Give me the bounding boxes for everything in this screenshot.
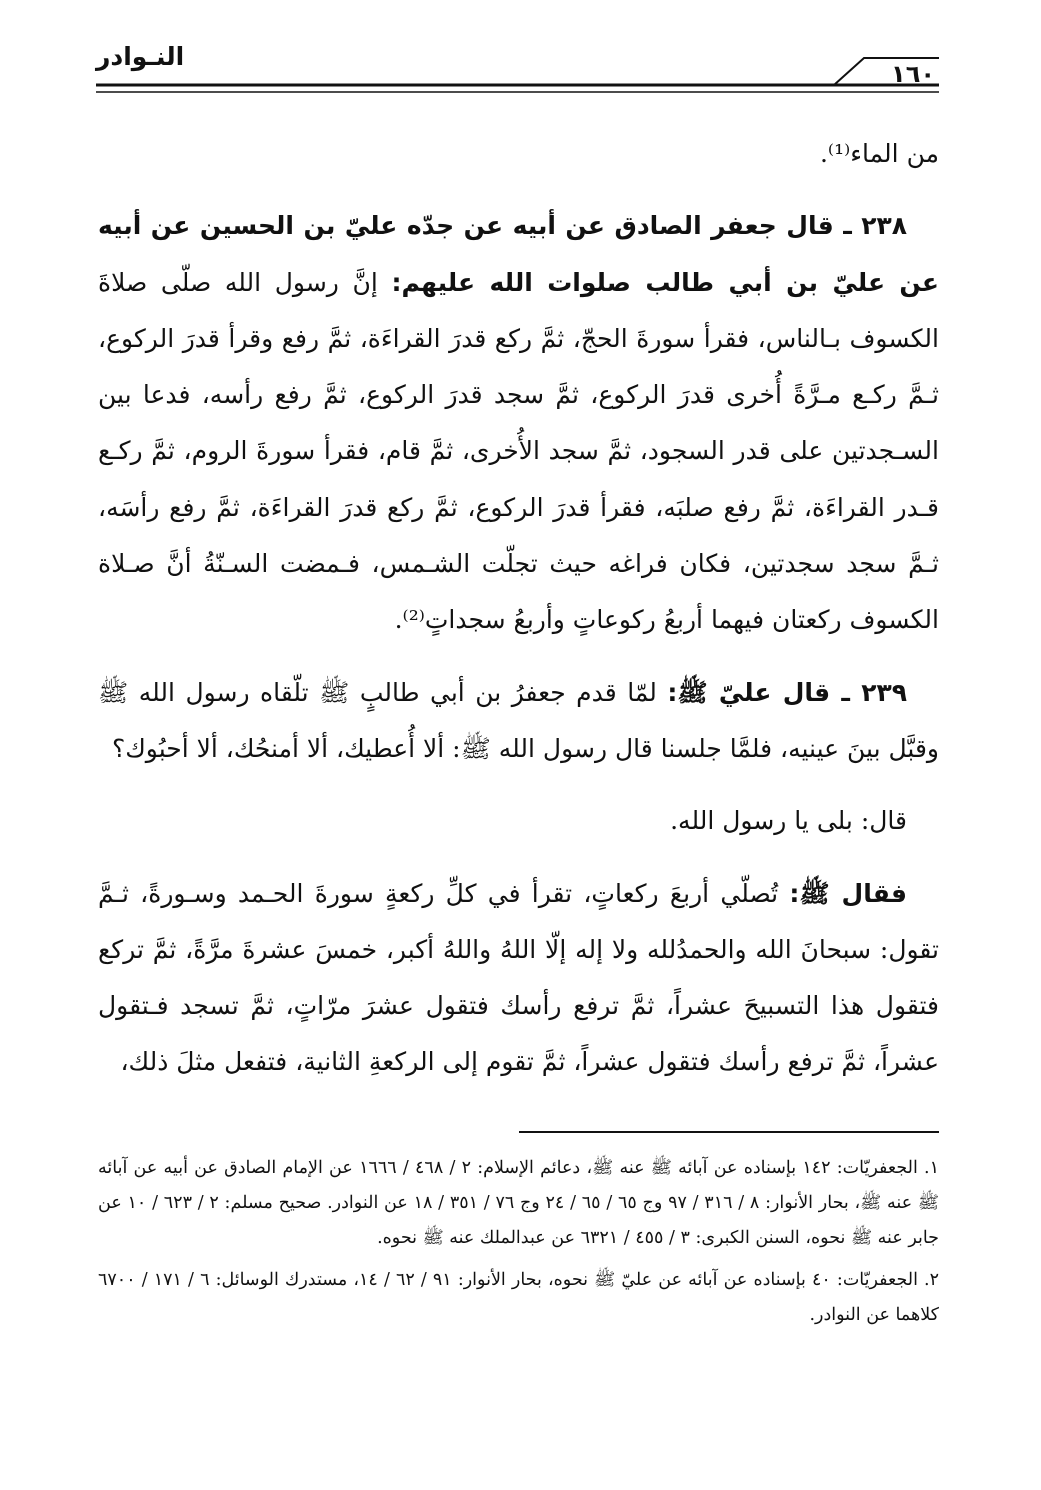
main-text [98,126,939,1107]
footnote-separator [519,1131,939,1133]
hadith-238-text: إنَّ رسول الله صلّى صلاةَ الكسوف بـالناس، فقرأ سورةَ الحجّ، ثمَّ ركع قدرَ القراءَة، ثمَّ رفع وقرأ قدرَ الركوع، ثـمَّ ركـع مـرَّةً أُخرى قدرَ الركوع، ثمَّ سجد قدرَ الركوع، ثمَّ رفع رأسه، فدعا بين السـجدتين على قدر السجود، ثمَّ سجد الأُخرى، ثمَّ قام، فقرأ سورةَ الروم، ثمَّ ركـع قـدر القراءَة، ثمَّ رفع صلبَه، فقرأ قدرَ الركوع، ثمَّ ركع قدرَ القراءَة، ثمَّ رفع رأسَه، ثـمَّ سجد سجدتين، فكان فراغه حيث تجلّت الشـمس، فـمضت السـنّةُ أنَّ صـلاة الكسوف ركعتان فيهما أربعُ ركوعاتٍ وأربعُ سجداتٍ⁽²⁾. [98,267,939,635]
hadith-239 [98,665,939,778]
header-rule [96,36,939,102]
paragraph-continuation: من الماء⁽¹⁾. [819,139,939,168]
prophet-answer-lead: فقال ﷺ: [789,878,907,908]
footnotes [98,1151,939,1339]
hadith-239-chain: ٢٣٩ ـ قال عليّ ﷺ: [667,677,907,707]
footnote-1: ١. الجعفريّات: ١٤٢ بإسناده عن آبائه ﷺ عنه ﷺ، دعائم الإسلام: ٢ / ٤٦٨ / ١٦٦٦ عن الإمام الصادق عن أبيه عن آبائه ﷺ عنه ﷺ، بحار الأنوار: ٨ / ٣١٦ / ٩٧ وج ٦٥ / ٦٥ / ٢٤ وج ٧٦ / ٣٥١ / ١٨ عن النوادر. صحيح مسلم: ٢ / ٦٢٣ / ١٠ عن جابر عنه ﷺ نحوه، السنن الكبرى: ٣ / ٤٥٥ / ٦٣٢١ عن عبدالملك عنه ﷺ نحوه. [98,1158,940,1249]
hadith-238-chain: ٢٣٨ ـ قال جعفر الصادق عن أبيه عن جدّه عليّ بن الحسين عن أبيه عن عليّ بن أبي طالب صلوات الله عليهم: [98,211,939,297]
prophet-answer-text: تُصلّي أربعَ ركعاتٍ، تقرأ في كلِّ ركعةٍ سورةَ الحـمد وسـورةً، ثـمَّ تقول: سبحانَ الله والحمدُلله ولا إله إلّا اللهُ واللهُ أكبر، خمسَ عشرةَ مرَّةً، ثمَّ تركع فتقول هذا التسبيحَ عشراً، ثمَّ ترفع رأسك فتقول عشرَ مرّاتٍ، ثمَّ تسجد فـتقول عشراً، ثمَّ ترفع رأسك فتقول عشراً، ثمَّ تقوم إلى الركعةِ الثانية، فتفعل مثلَ ذلك، [98,878,939,1077]
page-header [96,36,939,102]
hadith-238 [98,198,939,648]
prophet-answer [98,866,939,1091]
hadith-239-text: لمّا قدم جعفرُ بن أبي طالبٍ ﷺ تلّقاه رسول الله ﷺ وقبَّل بينَ عينيه، فلمَّا جلسنا قال رسول الله ﷺ: ألا أُعطيك، ألا أمنحُك، ألا أحبُوك؟ [98,677,939,763]
footnote-2: ٢. الجعفريّات: ٤٠ بإسناده عن آبائه عن عليّ ﷺ نحوه، بحار الأنوار: ٩١ / ٦٢ / ١٤، مستدرك الوسائل: ٦ / ١٧١ / ٦٧٠٠ كلاهما عن النوادر. [98,1269,940,1325]
reply-line: قال: بلى يا رسول الله. [670,806,907,836]
page-number: ١٦٠ [891,60,935,88]
running-title: النـوادر [96,42,185,71]
